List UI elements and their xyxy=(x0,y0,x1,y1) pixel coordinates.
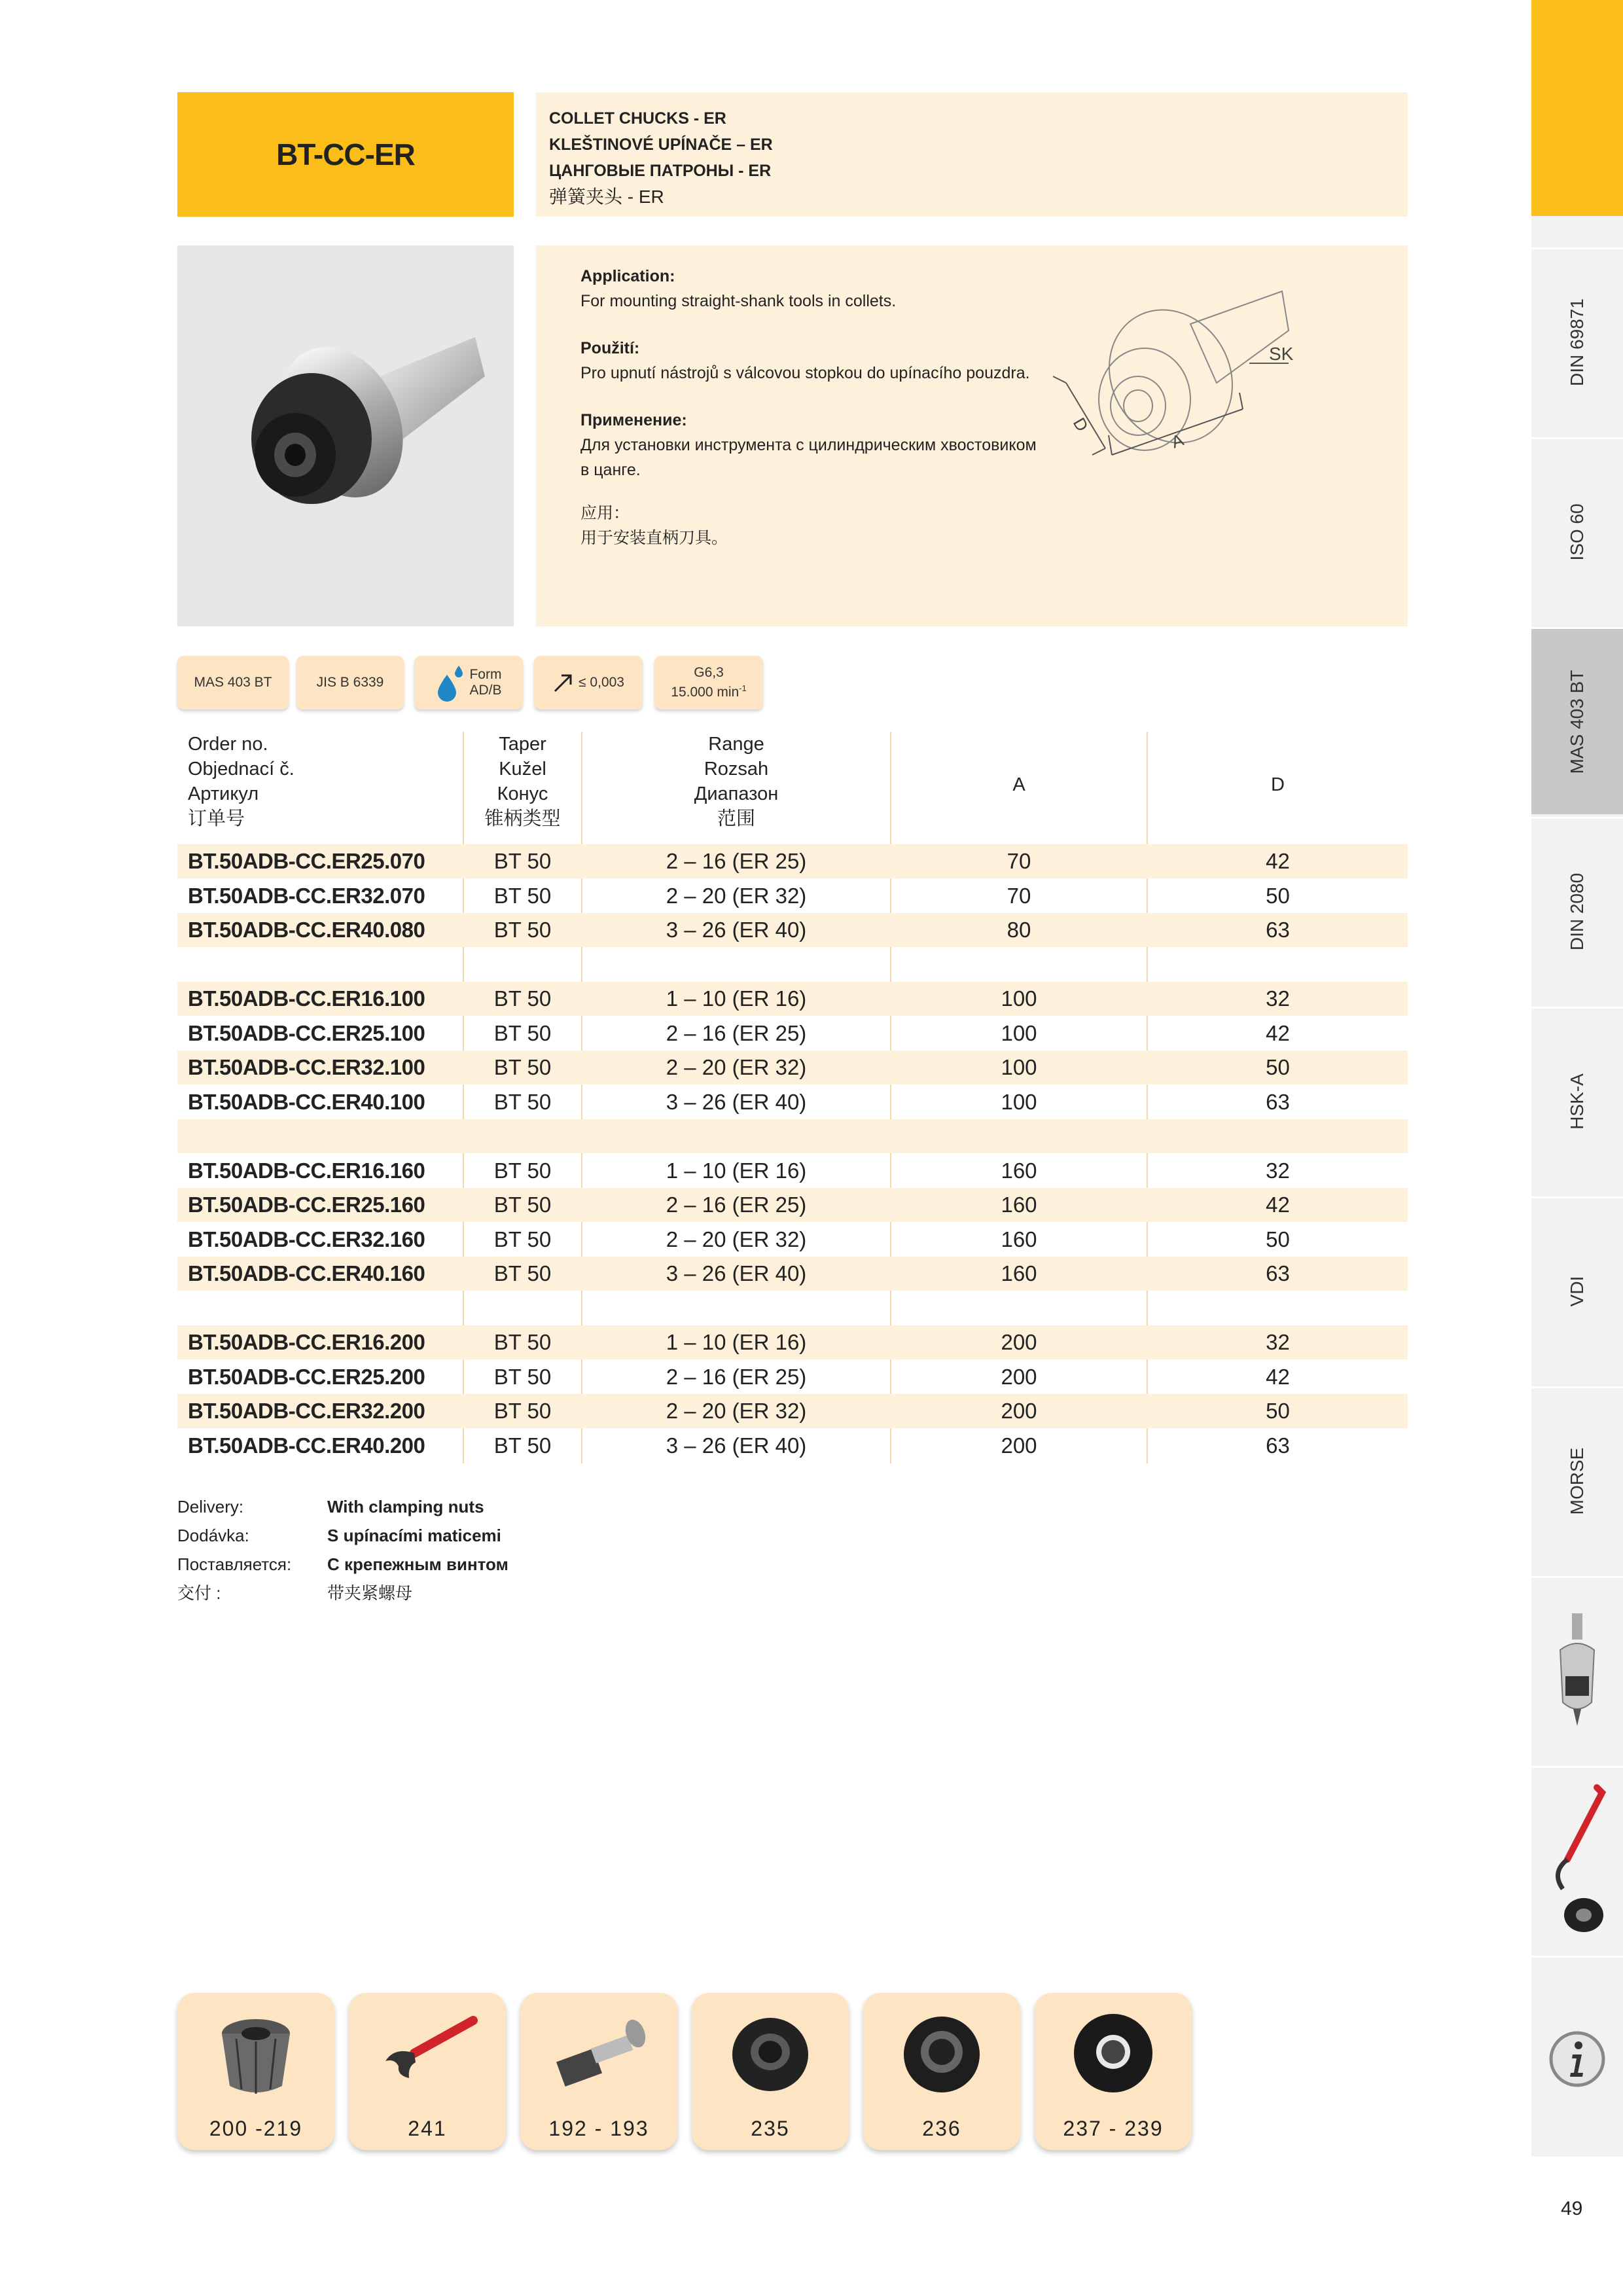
drawing-label-sk: SK xyxy=(1269,344,1294,364)
cell-taper: BT 50 xyxy=(493,1433,552,1458)
header-taper-cn: 锥柄类型 xyxy=(484,808,561,829)
cell-d: 42 xyxy=(1266,1193,1290,1217)
badge-mas-text: MAS 403 BT xyxy=(194,675,272,690)
cell-a: 100 xyxy=(1001,1089,1037,1114)
page-title: BT-CC-ER xyxy=(276,137,415,171)
subtitle-box xyxy=(536,92,1408,217)
cell-taper: BT 50 xyxy=(493,1089,552,1114)
cell-range: 2 – 16 (ER 25) xyxy=(666,1364,807,1389)
cell-range: 1 – 10 (ER 16) xyxy=(666,1158,807,1183)
badge-form-text xyxy=(469,667,501,698)
application-ru-text-2: в цанге. xyxy=(580,461,641,479)
cell-range: 2 – 20 (ER 32) xyxy=(666,883,807,908)
header-taper-ru: Конус xyxy=(497,783,548,804)
cell-d: 63 xyxy=(1266,1433,1290,1458)
drill-chuck-icon xyxy=(1551,1611,1603,1729)
cell-a: 200 xyxy=(1001,1433,1037,1458)
cell-range: 3 – 26 (ER 40) xyxy=(666,1089,807,1114)
cell-d: 63 xyxy=(1266,1261,1290,1285)
cell-d: 32 xyxy=(1266,1330,1290,1354)
sidebar-accent xyxy=(1531,0,1623,216)
accessory-label: 237 - 239 xyxy=(1063,2117,1164,2140)
accessory-label: 236 xyxy=(922,2117,961,2140)
sidebar-tab-din-2080[interactable] xyxy=(1531,817,1623,1004)
cell-d: 42 xyxy=(1266,1020,1290,1045)
cell-order: BT.50ADB-CC.ER25.100 xyxy=(188,1020,425,1045)
product-photo xyxy=(177,245,514,626)
cell-range: 2 – 20 (ER 32) xyxy=(666,1399,807,1423)
cell-d: 42 xyxy=(1266,849,1290,873)
cell-range: 3 – 26 (ER 40) xyxy=(666,918,807,942)
badge-balance-sup: -1 xyxy=(739,683,747,693)
drawing-label-a: A xyxy=(1168,429,1186,452)
cell-a: 100 xyxy=(1001,1020,1037,1045)
application-cz-label: Použití: xyxy=(580,339,640,357)
subtitle-en: COLLET CHUCKS - ER xyxy=(549,109,726,128)
header-range-cz: Rozsah xyxy=(704,759,769,780)
delivery-values xyxy=(327,1492,508,1607)
sidebar-tab-label: VDI xyxy=(1567,1276,1587,1306)
cell-order: BT.50ADB-CC.ER16.160 xyxy=(188,1158,425,1183)
delivery-value-cn: 带夹紧螺母 xyxy=(327,1583,413,1603)
accessory-label: 235 xyxy=(751,2117,790,2140)
cell-a: 200 xyxy=(1001,1399,1037,1423)
application-cz xyxy=(580,336,1030,386)
cell-order: BT.50ADB-CC.ER40.160 xyxy=(188,1261,425,1285)
sidebar-tab-label: DIN 2080 xyxy=(1567,872,1587,950)
cell-order: BT.50ADB-CC.ER32.100 xyxy=(188,1055,425,1079)
badge-jis-text: JIS B 6339 xyxy=(316,675,384,690)
sidebar-tab-drill-chuck[interactable] xyxy=(1531,1576,1623,1763)
cell-taper: BT 50 xyxy=(493,1330,552,1354)
badge-balance-text xyxy=(671,665,746,700)
cell-a: 160 xyxy=(1001,1261,1037,1285)
table-spacer-row xyxy=(177,1291,1408,1325)
sidebar-tab-wrench[interactable] xyxy=(1531,1766,1623,1953)
delivery-label-ru: Поставляется: xyxy=(177,1554,292,1574)
subtitle-cn: 弹簧夹头 - ER xyxy=(549,187,664,207)
table-row xyxy=(177,982,1408,1016)
cell-order: BT.50ADB-CC.ER32.160 xyxy=(188,1227,425,1251)
cell-range: 2 – 20 (ER 32) xyxy=(666,1055,807,1079)
cell-a: 80 xyxy=(1007,918,1031,942)
sidebar-tab-info[interactable] xyxy=(1531,1956,1623,2157)
cell-a: 200 xyxy=(1001,1364,1037,1389)
cell-d: 32 xyxy=(1266,986,1290,1011)
cell-taper: BT 50 xyxy=(493,1399,552,1423)
cell-a: 160 xyxy=(1001,1227,1037,1251)
accessory-card-nut-235[interactable] xyxy=(692,1993,849,2150)
coolant-drop-icon xyxy=(435,663,464,702)
cell-d: 63 xyxy=(1266,918,1290,942)
cell-order: BT.50ADB-CC.ER16.100 xyxy=(188,986,425,1011)
cell-order: BT.50ADB-CC.ER25.200 xyxy=(188,1364,425,1389)
header-order-cn: 订单号 xyxy=(188,808,245,829)
cell-a: 100 xyxy=(1001,986,1037,1011)
cell-order: BT.50ADB-CC.ER32.200 xyxy=(188,1399,425,1423)
header-range-ru: Диапазон xyxy=(694,783,779,804)
application-en-label: Application: xyxy=(580,267,675,285)
delivery-value-ru: С крепежным винтом xyxy=(327,1554,508,1574)
accessory-card-pull-stud[interactable] xyxy=(520,1993,677,2150)
accessory-card-nut-237[interactable] xyxy=(1035,1993,1192,2150)
table-row xyxy=(177,913,1408,947)
wrench-and-nut-icon xyxy=(1544,1781,1610,1938)
runout-arrow-icon xyxy=(552,672,575,694)
sidebar-tab-din-69871[interactable] xyxy=(1531,247,1623,435)
header-range-en: Range xyxy=(708,734,764,755)
table-row xyxy=(177,1154,1408,1188)
sidebar-tab-vdi[interactable] xyxy=(1531,1196,1623,1384)
sidebar-tab-label: HSK-A xyxy=(1567,1073,1587,1130)
badge-mas xyxy=(177,656,289,709)
cell-d: 50 xyxy=(1266,1399,1290,1423)
cell-taper: BT 50 xyxy=(493,1227,552,1251)
cell-range: 3 – 26 (ER 40) xyxy=(666,1261,807,1285)
table-row xyxy=(177,1085,1408,1119)
badge-balance-line-2: 15.000 min xyxy=(671,685,740,700)
cell-order: BT.50ADB-CC.ER25.070 xyxy=(188,849,425,873)
clamping-nut-icon xyxy=(889,2007,994,2106)
drawing-label-d: D xyxy=(1069,414,1093,435)
application-en-text: For mounting straight-shank tools in collets. xyxy=(580,292,897,310)
header-order-en: Order no. xyxy=(188,734,268,755)
cell-a: 160 xyxy=(1001,1158,1037,1183)
accessory-label: 200 -219 xyxy=(209,2117,303,2140)
cell-a: 200 xyxy=(1001,1330,1037,1354)
cell-order: BT.50ADB-CC.ER32.070 xyxy=(188,883,425,908)
cell-range: 2 – 16 (ER 25) xyxy=(666,1020,807,1045)
table-row xyxy=(177,1223,1408,1257)
table-spacer-row xyxy=(177,1119,1408,1153)
wrench-icon xyxy=(375,2007,480,2106)
delivery-value-cz: S upínacími maticemi xyxy=(327,1526,501,1545)
collet-icon xyxy=(204,2007,308,2106)
cell-taper: BT 50 xyxy=(493,1193,552,1217)
cell-d: 50 xyxy=(1266,883,1290,908)
title-box xyxy=(177,92,514,217)
accessory-card-wrench[interactable] xyxy=(349,1993,506,2150)
sidebar-tab-iso-60[interactable] xyxy=(1531,437,1623,624)
table-row xyxy=(177,1188,1408,1222)
header-range xyxy=(582,732,890,831)
sidebar-tab-label: MORSE xyxy=(1567,1447,1587,1515)
cell-a: 160 xyxy=(1001,1193,1037,1217)
technical-drawing xyxy=(1053,285,1380,494)
clamping-nut-icon xyxy=(718,2007,823,2106)
accessory-card-collet[interactable] xyxy=(177,1993,334,2150)
table-spacer-row xyxy=(177,948,1408,982)
cell-a: 70 xyxy=(1007,849,1031,873)
table-row xyxy=(177,1360,1408,1394)
delivery-label-en: Delivery: xyxy=(177,1497,244,1516)
cell-a: 100 xyxy=(1001,1055,1037,1079)
cell-taper: BT 50 xyxy=(493,918,552,942)
clamping-nut-icon xyxy=(1061,2007,1166,2106)
table-row xyxy=(177,1394,1408,1428)
header-taper-cz: Kužel xyxy=(499,759,546,780)
header-order xyxy=(188,732,294,831)
header-range-cn: 范围 xyxy=(717,808,755,829)
table-row xyxy=(177,1050,1408,1085)
cell-taper: BT 50 xyxy=(493,883,552,908)
header-order-ru: Артикул xyxy=(188,783,259,804)
badge-jis xyxy=(296,656,404,709)
application-ru xyxy=(580,408,1037,482)
cell-a: 70 xyxy=(1007,883,1031,908)
cell-taper: BT 50 xyxy=(493,1261,552,1285)
cell-d: 32 xyxy=(1266,1158,1290,1183)
delivery-value-en: With clamping nuts xyxy=(327,1497,484,1516)
badge-form xyxy=(414,656,523,709)
accessory-label: 241 xyxy=(408,2117,447,2140)
sidebar-tab-label: DIN 69871 xyxy=(1567,298,1587,386)
cell-taper: BT 50 xyxy=(493,1158,552,1183)
application-cz-text: Pro upnutí nástrojů s válcovou stopkou do upínacího pouzdra. xyxy=(580,364,1030,382)
header-d: D xyxy=(1271,774,1285,795)
sidebar-tab-morse[interactable] xyxy=(1531,1386,1623,1573)
cell-taper: BT 50 xyxy=(493,1364,552,1389)
collet-chuck-illustration xyxy=(177,245,514,626)
delivery-label-cn: 交付 : xyxy=(177,1583,221,1603)
cell-d: 42 xyxy=(1266,1364,1290,1389)
subtitle-cz: KLEŠTINOVÉ UPÍNAČE – ER xyxy=(549,135,773,154)
cell-range: 2 – 16 (ER 25) xyxy=(666,849,807,873)
table-row xyxy=(177,1325,1408,1359)
cell-taper: BT 50 xyxy=(493,849,552,873)
badge-form-line-1: Form xyxy=(469,667,502,682)
cell-order: BT.50ADB-CC.ER40.080 xyxy=(188,918,425,942)
cell-d: 63 xyxy=(1266,1089,1290,1114)
header-taper-en: Taper xyxy=(499,734,546,755)
cell-d: 50 xyxy=(1266,1055,1290,1079)
cell-order: BT.50ADB-CC.ER40.200 xyxy=(188,1433,425,1458)
sidebar-tab-mas-403-bt[interactable] xyxy=(1531,627,1623,814)
subtitle-ru: ЦАНГОВЫЕ ПАТРОНЫ - ER xyxy=(549,162,772,180)
description-panel xyxy=(536,245,1408,626)
cell-order: BT.50ADB-CC.ER40.100 xyxy=(188,1089,425,1114)
header-order-cz: Objednací č. xyxy=(188,759,294,780)
sidebar-tab-hsk-a[interactable] xyxy=(1531,1007,1623,1194)
pull-stud-icon xyxy=(546,2007,651,2106)
accessory-label: 192 - 193 xyxy=(548,2117,649,2140)
cell-range: 1 – 10 (ER 16) xyxy=(666,986,807,1011)
table-row xyxy=(177,1016,1408,1050)
header-a: A xyxy=(1012,774,1026,795)
badge-form-line-2: AD/B xyxy=(469,683,502,698)
badge-balance xyxy=(654,656,763,709)
cell-d: 50 xyxy=(1266,1227,1290,1251)
application-en xyxy=(580,264,896,314)
accessory-card-nut-236[interactable] xyxy=(863,1993,1020,2150)
cell-taper: BT 50 xyxy=(493,1020,552,1045)
badge-balance-line-1: G6,3 xyxy=(694,665,724,680)
application-cn-text: 用于安装直柄刀具。 xyxy=(580,529,728,547)
cell-range: 2 – 16 (ER 25) xyxy=(666,1193,807,1217)
application-ru-text-1: Для установки инструмента с цилиндрическим хвостовиком xyxy=(580,436,1037,454)
cell-range: 3 – 26 (ER 40) xyxy=(666,1433,807,1458)
table-row xyxy=(177,1429,1408,1463)
delivery-label-cz: Dodávka: xyxy=(177,1526,249,1545)
application-ru-label: Применение: xyxy=(580,411,687,429)
application-cn xyxy=(580,501,728,550)
info-icon xyxy=(1548,2030,1607,2089)
page-number: 49 xyxy=(1561,2198,1583,2219)
header-taper xyxy=(464,732,581,831)
cell-range: 2 – 20 (ER 32) xyxy=(666,1227,807,1251)
sidebar-tab-label: ISO 60 xyxy=(1567,503,1587,561)
badge-runout xyxy=(534,656,643,709)
cell-order: BT.50ADB-CC.ER25.160 xyxy=(188,1193,425,1217)
table-row xyxy=(177,879,1408,913)
cell-taper: BT 50 xyxy=(493,986,552,1011)
delivery-labels xyxy=(177,1492,291,1607)
cell-range: 1 – 10 (ER 16) xyxy=(666,1330,807,1354)
cell-order: BT.50ADB-CC.ER16.200 xyxy=(188,1330,425,1354)
badge-runout-text: ≤ 0,003 xyxy=(579,675,624,690)
table-row xyxy=(177,1257,1408,1291)
table-row xyxy=(177,844,1408,878)
application-cn-label: 应用： xyxy=(580,504,630,522)
sidebar-tab-label: MAS 403 BT xyxy=(1567,670,1587,774)
cell-taper: BT 50 xyxy=(493,1055,552,1079)
